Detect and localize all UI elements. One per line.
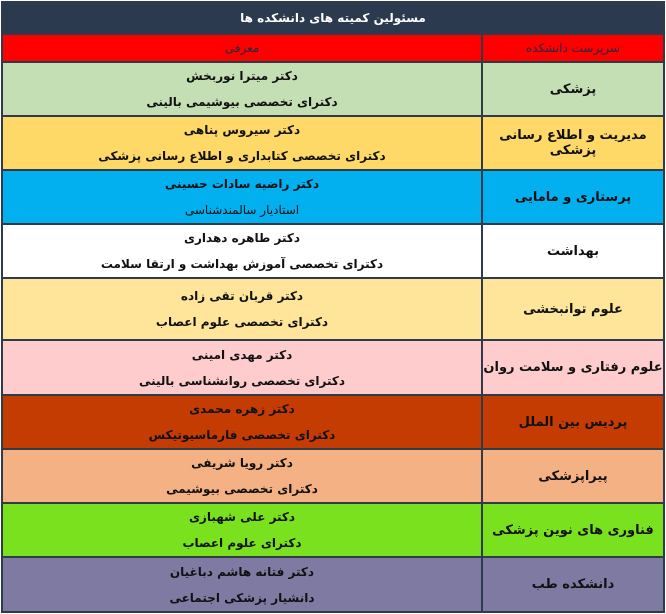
table-row <box>2 395 664 449</box>
faculty-cell: پیراپزشکی <box>482 449 664 503</box>
faculty-cell: فناوری های نوین پزشکی <box>482 503 664 557</box>
faculty-cell: مدیریت و اطلاع رسانی پزشکی <box>482 116 664 170</box>
faculty-cell: بهداشت <box>482 224 664 278</box>
representative-name: دکتر میترا نوربخش <box>186 69 298 83</box>
representative-name: دکتر علی شهبازی <box>188 510 296 524</box>
table-row <box>2 503 664 557</box>
representative-role: دکترای تخصصی آموزش بهداشت و ارتقا سلامت <box>100 257 384 271</box>
representative-name: دکتر سیروس پناهی <box>183 123 301 137</box>
representative-name: دکتر قربان تقی زاده <box>180 289 304 303</box>
representative-cell <box>2 224 482 278</box>
representative-cell <box>2 395 482 449</box>
faculty-cell: علوم رفتاری و سلامت روان <box>482 340 664 395</box>
representative-cell <box>2 449 482 503</box>
representative-cell <box>2 557 482 612</box>
representative-name: دکتر مهدی امینی <box>191 347 293 362</box>
table-row <box>2 449 664 503</box>
representative-cell <box>2 503 482 557</box>
table-row <box>2 557 664 612</box>
representative-role: دکترای تخصصی فارماسیوتیکس <box>148 428 336 442</box>
table-row <box>2 278 664 340</box>
representative-role: دکترای تخصصی علوم اعصاب <box>155 315 329 329</box>
representative-cell <box>2 340 482 395</box>
representative-name: دکتر زهره محمدی <box>189 402 295 416</box>
representative-role: دکترای تخصصی روانشناسی بالینی <box>138 373 346 388</box>
faculty-cell: علوم توانبخشی <box>482 278 664 340</box>
committee-table <box>1 1 665 613</box>
faculty-cell: پرستاری و مامایی <box>482 170 664 224</box>
representative-name: دکتر طاهره دهداری <box>184 231 300 245</box>
table-row <box>2 170 664 224</box>
header-row <box>2 34 664 62</box>
representative-role: دکترای علوم اعصاب <box>182 536 302 550</box>
representative-cell <box>2 62 482 116</box>
representative-role: استادیار سالمندشناسی <box>184 203 300 217</box>
representative-name: دکتر رویا شریفی <box>191 456 293 470</box>
representative-role: دانشیار پزشکی اجتماعی <box>169 590 315 605</box>
table-row <box>2 62 664 116</box>
table-title: مسئولین کمیته های دانشکده ها <box>2 2 664 34</box>
representative-role: دکترای تخصصی بیوشیمی <box>166 482 318 496</box>
faculty-cell: پزشکی <box>482 62 664 116</box>
representative-role: دکترای تخصصی کتابداری و اطلاع رسانی پزشکی <box>98 149 386 163</box>
title-row <box>2 2 664 34</box>
header-faculty: سرپرست دانشکده <box>482 34 664 62</box>
table-row <box>2 340 664 395</box>
table-body <box>2 62 664 612</box>
representative-name: دکتر فتانه هاشم دباغیان <box>169 564 315 579</box>
representative-cell <box>2 278 482 340</box>
representative-cell <box>2 170 482 224</box>
table-row <box>2 116 664 170</box>
table-row <box>2 224 664 278</box>
representative-role: دکترای تخصصی بیوشیمی بالینی <box>146 95 338 109</box>
representative-name: دکتر راضیه سادات حسینی <box>164 177 320 191</box>
faculty-cell: دانشکده طب <box>482 557 664 612</box>
faculty-cell: پردیس بین الملل <box>482 395 664 449</box>
header-representative: معرفی <box>2 34 482 62</box>
representative-cell <box>2 116 482 170</box>
